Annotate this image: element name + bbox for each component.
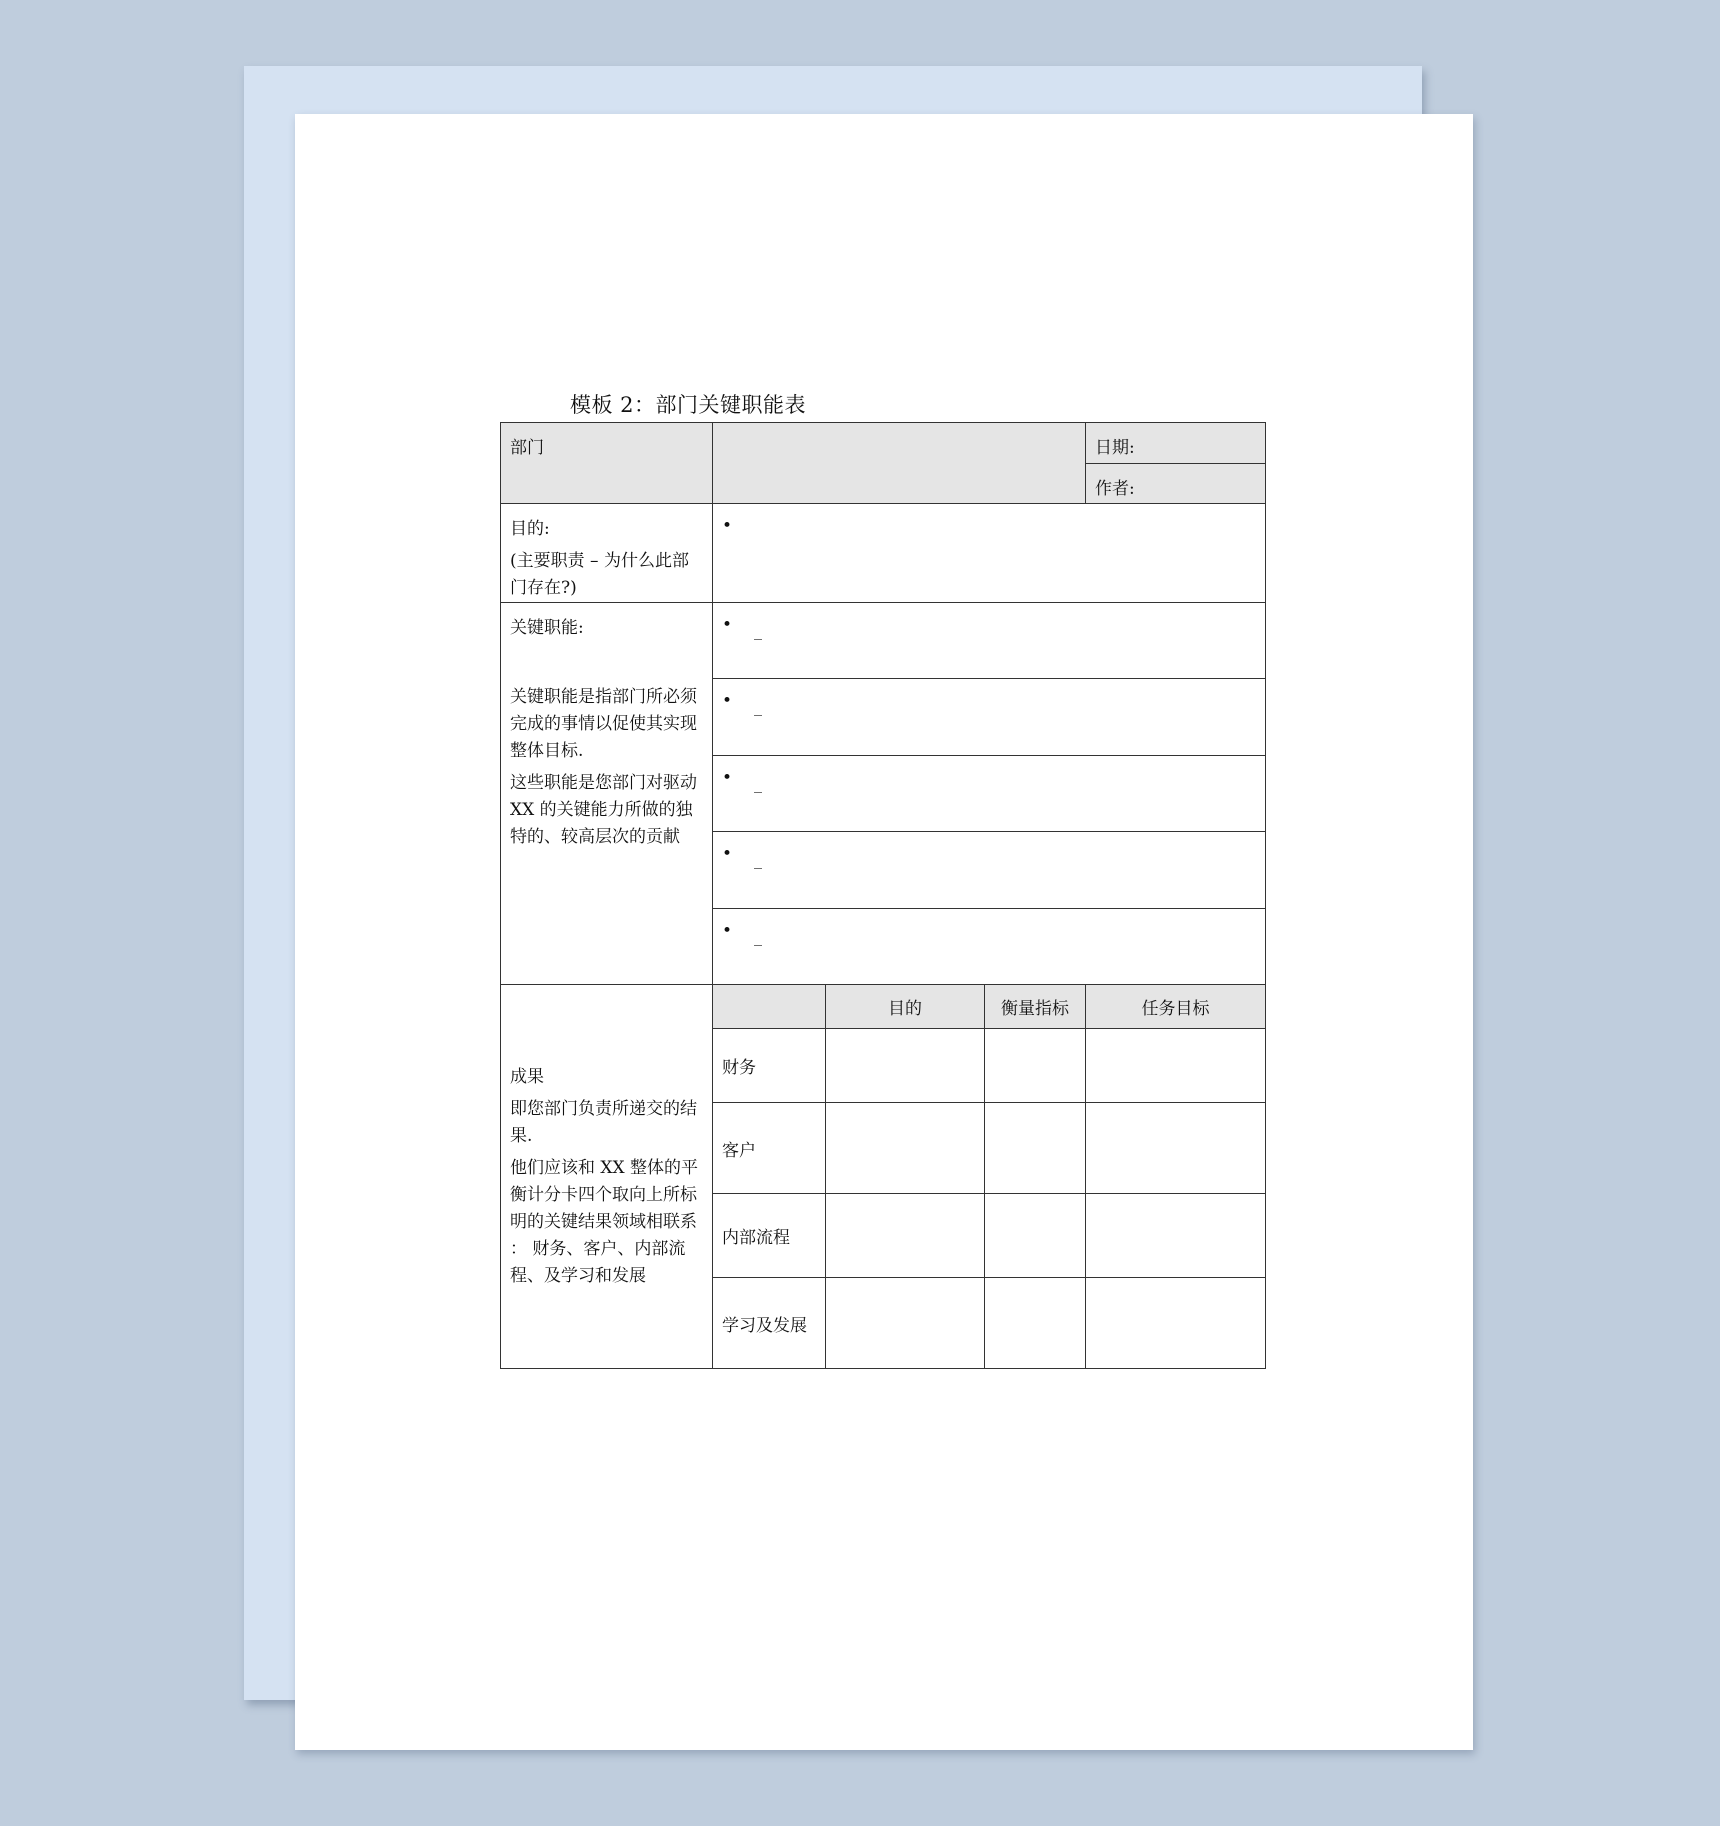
outcome-cell-measure[interactable] [985,1103,1086,1194]
blank-dash: _ [754,697,762,716]
outcomes-description-1: 即您部门负责所递交的结果. [510,1098,697,1146]
outcome-cell-measure[interactable] [985,1029,1086,1103]
outcomes-label-cell [501,985,713,1369]
key-function-item-4[interactable] [713,832,1266,909]
outcomes-description-2: 他们应该和 XX 整体的平衡计分卡四个取向上所标明的关键结果领域相联系 ： 财务、客户、内部流程、及学习和发展 [510,1157,699,1286]
blank-dash: _ [754,850,762,869]
date-cell[interactable] [1086,423,1266,464]
document-title: 模板 2：部门关键职能表 [570,393,807,417]
key-function-item-3[interactable] [713,756,1266,832]
outcome-area-label: 财务 [713,1029,826,1103]
column-header-target: 任务目标 [1086,985,1266,1029]
bullet-marker: • [722,921,733,941]
column-header-measure: 衡量指标 [985,985,1086,1029]
outcome-cell-purpose[interactable] [826,1029,985,1103]
outcome-cell-measure[interactable] [985,1278,1086,1369]
key-functions-table [500,422,1266,1369]
author-label: 作者: [1095,479,1135,499]
bullet-marker: • [722,615,733,635]
date-label: 日期: [1095,438,1135,458]
outcome-cell-purpose[interactable] [826,1194,985,1278]
purpose-value-cell[interactable] [713,504,1266,603]
key-functions-description-2: 这些职能是您部门对驱动 XX 的关键能力所做的独特的、较高层次的贡献 [510,773,697,847]
outcome-cell-purpose[interactable] [826,1103,985,1194]
blank-dash: _ [754,774,762,793]
purpose-label: 目的: [510,519,550,539]
key-functions-label: 关键职能: [510,618,584,638]
bullet-marker: • [722,516,733,536]
key-function-item-2[interactable] [713,679,1266,756]
blank-dash: _ [754,621,762,640]
department-value-cell[interactable] [713,423,1086,504]
purpose-hint: (主要职责 – 为什么此部门存在?) [510,551,689,598]
outcomes-header-row [501,985,1266,1029]
department-label-cell [501,423,713,504]
outcomes-label: 成果 [510,1066,544,1087]
outcome-area-label: 学习及发展 [713,1278,826,1369]
key-function-item-5[interactable] [713,909,1266,985]
blank-dash: _ [754,927,762,946]
outcome-cell-measure[interactable] [985,1194,1086,1278]
outcome-area-label: 内部流程 [713,1194,826,1278]
outcome-cell-target[interactable] [1086,1103,1266,1194]
author-cell[interactable] [1086,464,1266,504]
department-label: 部门 [510,438,544,458]
outcomes-corner-cell [713,985,826,1029]
header-row-date [501,423,1266,464]
outcome-cell-target[interactable] [1086,1194,1266,1278]
bullet-marker: • [722,691,733,711]
bullet-marker: • [722,844,733,864]
outcome-cell-target[interactable] [1086,1029,1266,1103]
outcome-area-label: 客户 [713,1103,826,1194]
bullet-marker: • [722,768,733,788]
purpose-row [501,504,1266,603]
outcome-cell-target[interactable] [1086,1278,1266,1369]
key-functions-description-1: 关键职能是指部门所必须完成的事情以促使其实现整体目标. [510,687,697,761]
key-function-item-1[interactable] [713,603,1266,679]
column-header-purpose: 目的 [826,985,985,1029]
key-function-row [501,603,1266,679]
outcome-cell-purpose[interactable] [826,1278,985,1369]
key-functions-label-cell [501,603,713,985]
purpose-label-cell [501,504,713,603]
